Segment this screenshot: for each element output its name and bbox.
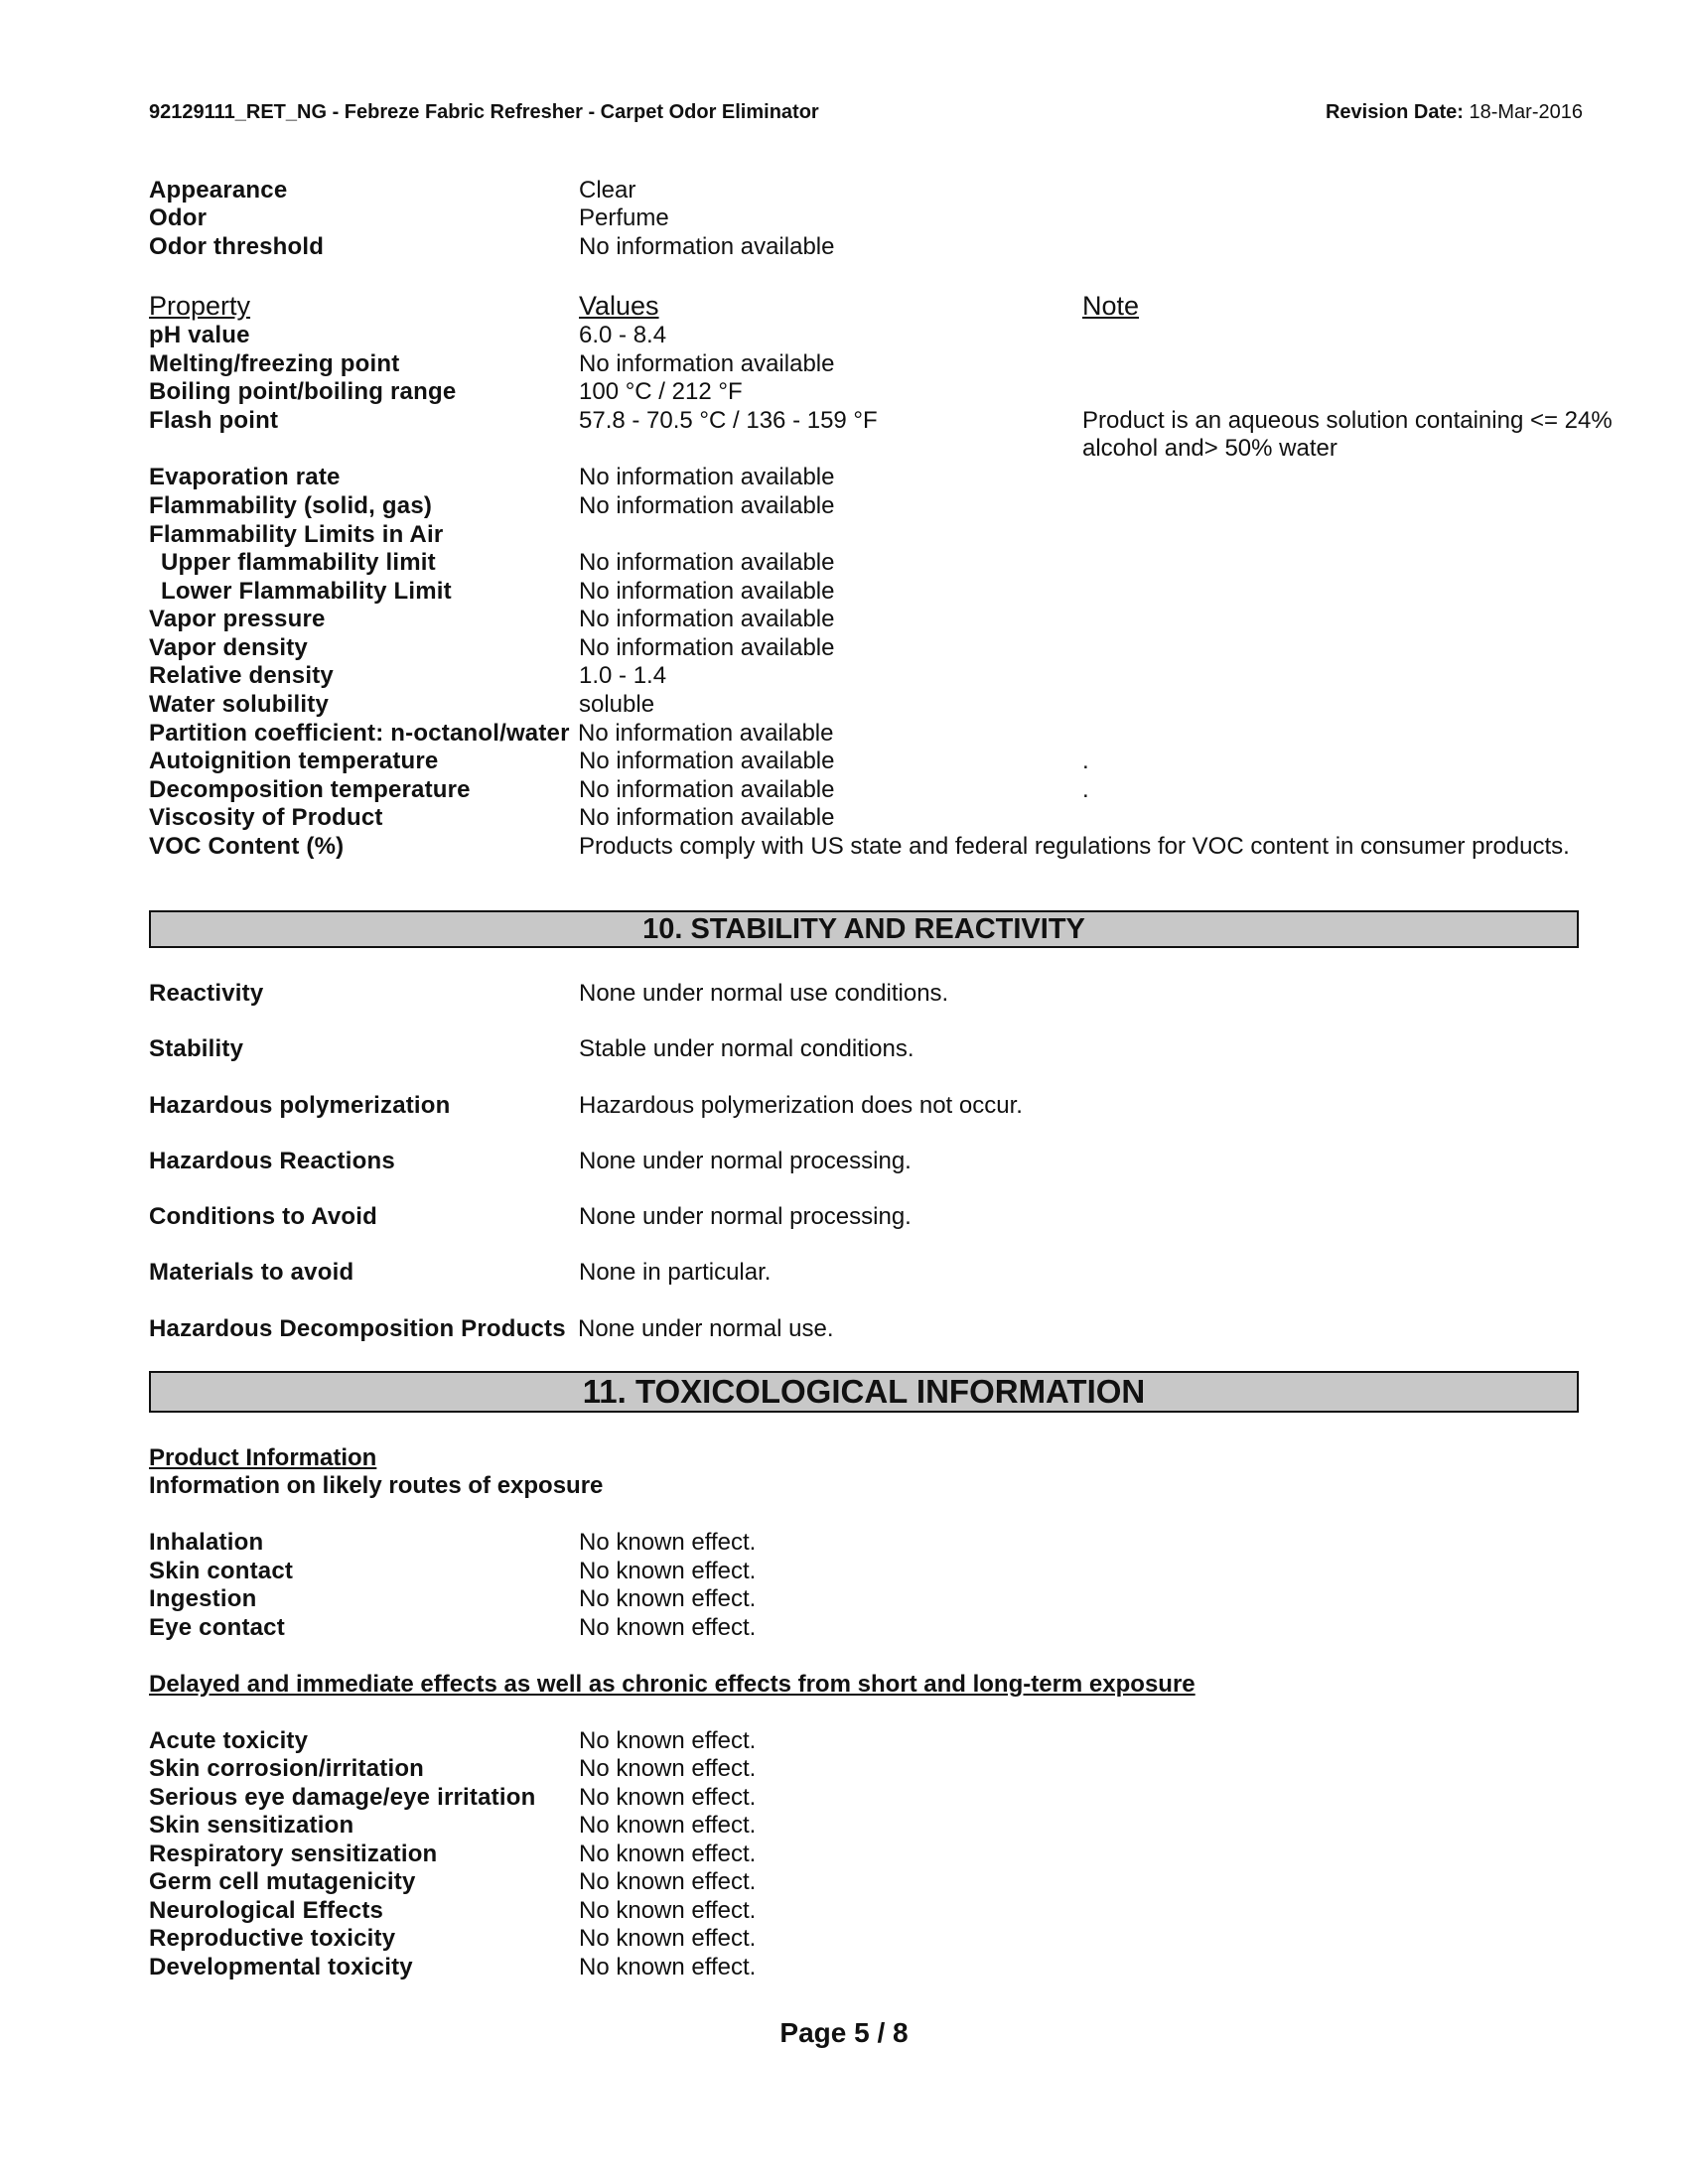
property-label: Decomposition temperature [149, 776, 471, 803]
values-column-header: Values [579, 291, 659, 321]
property-label: Melting/freezing point [149, 350, 400, 377]
property-label: Lower Flammability Limit [161, 578, 452, 605]
revision-label: Revision Date: [1325, 101, 1464, 123]
effect-label: Respiratory sensitization [149, 1841, 438, 1867]
stability-value: Hazardous polymerization does not occur. [579, 1092, 1023, 1119]
effect-value: No known effect. [579, 1784, 757, 1811]
exposure-value: No known effect. [579, 1614, 757, 1641]
appearance-value: Clear [579, 177, 636, 204]
odor-threshold-value: No information available [579, 233, 835, 260]
effect-value: No known effect. [579, 1925, 757, 1952]
section-10-title: 10. STABILITY AND REACTIVITY [642, 913, 1085, 945]
effect-value: No known effect. [579, 1954, 757, 1980]
exposure-value: No known effect. [579, 1558, 757, 1584]
effect-label: Reproductive toxicity [149, 1925, 396, 1952]
stability-label: Hazardous polymerization [149, 1092, 451, 1119]
property-value: No information available [579, 578, 835, 605]
section-11-header [149, 1371, 1579, 1413]
property-label: Water solubility [149, 691, 329, 718]
page-number: Page 5 / 8 [779, 2017, 909, 2048]
property-note: Product is an aqueous solution containing <= 24% alcohol and> 50% water [1082, 407, 1613, 462]
property-value: No information available [579, 776, 835, 803]
effect-value: No known effect. [579, 1897, 757, 1924]
effect-value: No known effect. [579, 1812, 757, 1839]
appearance-label: Appearance [149, 177, 288, 204]
effect-label: Germ cell mutagenicity [149, 1868, 416, 1895]
property-label: Flammability Limits in Air [149, 521, 444, 548]
property-label: Partition coefficient: n-octanol/water [149, 720, 570, 747]
exposure-value: No known effect. [579, 1529, 757, 1556]
exposure-label: Skin contact [149, 1558, 294, 1584]
section-10-header [149, 910, 1579, 948]
property-value: No information available [579, 606, 835, 632]
property-label: Flash point [149, 407, 279, 434]
property-label: Boiling point/boiling range [149, 378, 457, 405]
property-value: Products comply with US state and federal regulations for VOC content in consumer products. [579, 833, 1570, 860]
property-label: VOC Content (%) [149, 833, 345, 860]
property-value: No information available [579, 634, 835, 661]
property-value: 100 °C / 212 °F [579, 378, 743, 405]
effect-label: Neurological Effects [149, 1897, 384, 1924]
property-label: Vapor pressure [149, 606, 326, 632]
property-value: 1.0 - 1.4 [579, 662, 667, 689]
effect-value: No known effect. [579, 1755, 757, 1782]
effect-label: Developmental toxicity [149, 1954, 413, 1980]
stability-label: Materials to avoid [149, 1259, 354, 1286]
stability-label: Hazardous Decomposition Products [149, 1315, 566, 1342]
stability-value: Stable under normal conditions. [579, 1035, 914, 1062]
property-label: Vapor density [149, 634, 308, 661]
property-value: 6.0 - 8.4 [579, 322, 667, 348]
effect-label: Acute toxicity [149, 1727, 309, 1754]
section-11-title: 11. TOXICOLOGICAL INFORMATION [582, 1373, 1146, 1410]
property-label: Relative density [149, 662, 334, 689]
stability-value: None in particular. [579, 1259, 772, 1286]
stability-value: None under normal use conditions. [579, 980, 949, 1007]
effect-label: Skin corrosion/irritation [149, 1755, 425, 1782]
effect-value: No known effect. [579, 1841, 757, 1867]
property-label: Upper flammability limit [161, 549, 436, 576]
exposure-value: No known effect. [579, 1585, 757, 1612]
property-label: pH value [149, 322, 250, 348]
odor-threshold-label: Odor threshold [149, 233, 325, 260]
property-label: Viscosity of Product [149, 804, 383, 831]
routes-of-exposure-heading: Information on likely routes of exposure [149, 1472, 604, 1499]
odor-label: Odor [149, 205, 208, 231]
odor-value: Perfume [579, 205, 669, 231]
exposure-label: Inhalation [149, 1529, 264, 1556]
effect-value: No known effect. [579, 1868, 757, 1895]
revision-date-value: 18-Mar-2016 [1469, 101, 1583, 123]
property-value: No information available [579, 549, 835, 576]
property-value: No information available [579, 492, 835, 519]
property-value: soluble [579, 691, 655, 718]
revision-date [1326, 99, 1583, 125]
property-value: No information available [579, 748, 835, 774]
delayed-effects-heading: Delayed and immediate effects as well as chronic effects from short and long-term exposure [149, 1671, 1196, 1698]
stability-label: Hazardous Reactions [149, 1148, 395, 1174]
property-value: No information available [578, 720, 834, 747]
stability-value: None under normal processing. [579, 1148, 912, 1174]
property-label: Flammability (solid, gas) [149, 492, 433, 519]
property-label: Evaporation rate [149, 464, 341, 490]
effect-label: Serious eye damage/eye irritation [149, 1784, 536, 1811]
property-label: Autoignition temperature [149, 748, 439, 774]
stability-label: Reactivity [149, 980, 264, 1007]
note-column-header: Note [1082, 291, 1140, 321]
effect-label: Skin sensitization [149, 1812, 354, 1839]
stability-label: Conditions to Avoid [149, 1203, 377, 1230]
property-note: . [1082, 776, 1089, 803]
stability-label: Stability [149, 1035, 244, 1062]
exposure-label: Eye contact [149, 1614, 285, 1641]
document-title: 92129111_RET_NG - Febreze Fabric Refresher - Carpet Odor Eliminator [149, 101, 819, 123]
property-value: 57.8 - 70.5 °C / 136 - 159 °F [579, 407, 878, 434]
property-note: . [1082, 748, 1089, 774]
property-value: No information available [579, 804, 835, 831]
exposure-label: Ingestion [149, 1585, 257, 1612]
effect-value: No known effect. [579, 1727, 757, 1754]
property-value: No information available [579, 464, 835, 490]
product-information-heading: Product Information [149, 1444, 377, 1471]
stability-value: None under normal use. [578, 1315, 834, 1342]
property-value: No information available [579, 350, 835, 377]
property-column-header: Property [149, 291, 251, 321]
stability-value: None under normal processing. [579, 1203, 912, 1230]
